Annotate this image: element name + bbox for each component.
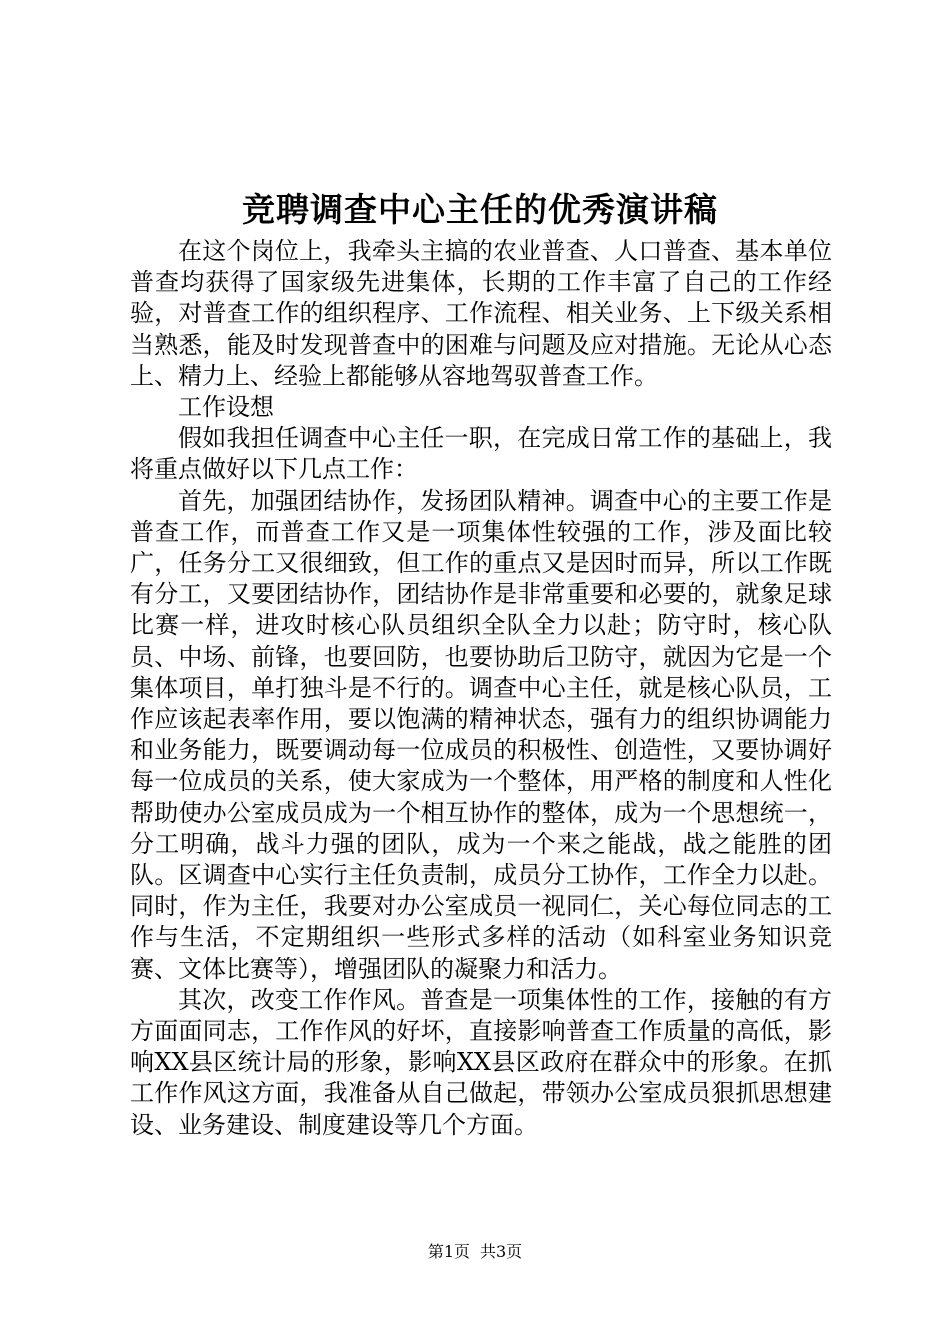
page-number-current: 第1页 <box>427 1242 470 1261</box>
document-title: 竞聘调查中心主任的优秀演讲稿 <box>242 190 718 229</box>
paragraph-work-style: 其次，改变工作作风。普查是一项集体性的工作，接触的有方方面面同志，工作作风的好坏，直接影响普查工作质量的高低，影响XX县区统计局的形象，影响XX县区政府在群众中的形象。在抓工作作风这方面，我准备从自己做起，带领办公室成员狠抓思想建设、业务建设、制度建设等几个方面。 <box>130 985 832 1139</box>
paragraph-teamwork: 首先，加强团结协作，发扬团队精神。调查中心的主要工作是普查工作，而普查工作又是一项集体性较强的工作，涉及面比较广，任务分工又很细致，但工作的重点又是因时而异，所以工作既有分工，又要团结协作，团结协作是非常重要和必要的，就象足球比赛一样，进攻时核心队员组织全队全力以赴；防守时，核心队员、中场、前锋，也要回防，也要协助后卫防守，就因为它是一个集体项目，单打独斗是不行的。调查中心主任，就是核心队员，工作应该起表率作用，要以饱满的精神状态，强有力的组织协调能力和业务能力，既要调动每一位成员的积极性、创造性，又要协调好每一位成员的关系，使大家成为一个整体，用严格的制度和人性化帮助使办公室成员成为一个相互协作的整体，成为一个思想统一，分工明确，战斗力强的团队，成为一个来之能战，战之能胜的团队。区调查中心实行主任负责制，成员分工协作，工作全力以赴。同时，作为主任，我要对办公室成员一视同仁，关心每位同志的工作与生活，不定期组织一些形式多样的活动（如科室业务知识竞赛、文体比赛等），增强团队的凝聚力和活力。 <box>130 486 832 983</box>
page-number-total: 共3页 <box>480 1242 523 1261</box>
paragraph-intro-plan: 假如我担任调查中心主任一职，在完成日常工作的基础上，我将重点做好以下几点工作： <box>130 424 832 484</box>
document-body <box>130 236 832 1141</box>
section-heading-work-plan: 工作设想 <box>178 393 274 422</box>
paragraph-experience: 在这个岗位上，我牵头主搞的农业普查、人口普查、基本单位普查均获得了国家级先进集体，长期的工作丰富了自己的工作经验，对普查工作的组织程序、工作流程、相关业务、上下级关系相当熟悉，能及时发现普查中的困难与问题及应对措施。无论从心态上、精力上、经验上都能够从容地驾驭普查工作。 <box>130 237 832 390</box>
page-footer <box>0 1240 950 1264</box>
